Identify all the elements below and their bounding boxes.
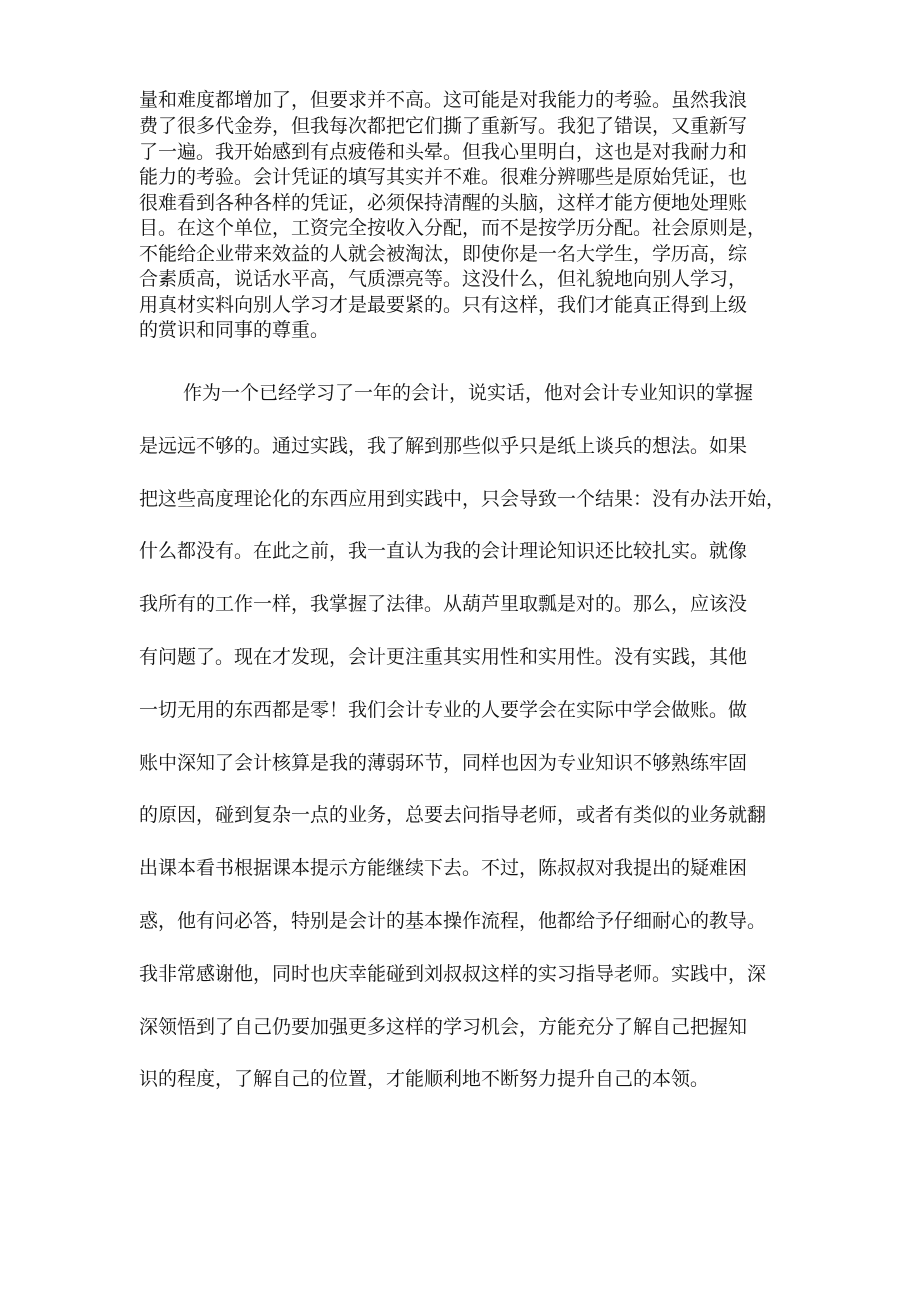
text-line: 的原因，碰到复杂一点的业务，总要去问指导老师，或者有类似的业务就翻 <box>139 804 767 826</box>
text-line: 我非常感谢他，同时也庆幸能碰到刘叔叔这样的实习指导老师。实践中，深 <box>139 963 767 985</box>
text-line: 量和难度都增加了，但要求并不高。这可能是对我能力的考验。虽然我浪 <box>139 89 748 111</box>
text-line: 目。在这个单位，工资完全按收入分配，而不是按学历分配。社会原则是， <box>139 217 767 239</box>
text-line: 合素质高，说话水平高，气质漂亮等。这没什么，但礼貌地向别人学习， <box>139 268 748 290</box>
text-line: 了一遍。我开始感到有点疲倦和头晕。但我心里明白，这也是对我耐力和 <box>139 141 748 163</box>
text-line: 账中深知了会计核算是我的薄弱环节，同样也因为专业知识不够熟练牢固 <box>139 752 748 774</box>
text-line: 把这些高度理论化的东西应用到实践中，只会导致一个结果：没有办法开始， <box>139 488 786 510</box>
text-line: 是远远不够的。通过实践，我了解到那些似乎只是纸上谈兵的想法。如果 <box>139 435 748 457</box>
text-line: 的赏识和同事的尊重。 <box>139 319 330 341</box>
text-line: 有问题了。现在才发现，会计更注重其实用性和实用性。没有实践，其他 <box>139 646 748 668</box>
text-line: 作为一个已经学习了一年的会计，说实话，他对会计专业知识的掌握 <box>183 382 754 404</box>
text-line: 出课本看书根据课本提示方能继续下去。不过，陈叔叔对我提出的疑难困 <box>139 857 748 879</box>
text-line: 费了很多代金券，但我每次都把它们撕了重新写。我犯了错误，又重新写 <box>139 115 748 137</box>
text-line: 我所有的工作一样，我掌握了法律。从葫芦里取瓢是对的。那么，应该没 <box>139 593 748 615</box>
text-line: 不能给企业带来效益的人就会被淘汰，即使你是一名大学生，学历高，综 <box>139 243 748 265</box>
text-line: 惑，他有问必答，特别是会计的基本操作流程，他都给予仔细耐心的教导。 <box>139 910 767 932</box>
text-line: 一切无用的东西都是零！我们会计专业的人要学会在实际中学会做账。做 <box>139 699 748 721</box>
text-line: 深领悟到了自己仍要加强更多这样的学习机会，方能充分了解自己把握知 <box>139 1016 748 1038</box>
text-line: 用真材实料向别人学习才是最要紧的。只有这样，我们才能真正得到上级 <box>139 294 748 316</box>
text-line: 能力的考验。会计凭证的填写其实并不难。很难分辨哪些是原始凭证，也 <box>139 166 748 188</box>
text-line: 什么都没有。在此之前，我一直认为我的会计理论知识还比较扎实。就像 <box>139 540 748 562</box>
text-line: 很难看到各种各样的凭证，必须保持清醒的头脑，这样才能方便地处理账 <box>139 192 748 214</box>
text-line: 识的程度，了解自己的位置，才能顺利地不断努力提升自己的本领。 <box>139 1068 710 1090</box>
